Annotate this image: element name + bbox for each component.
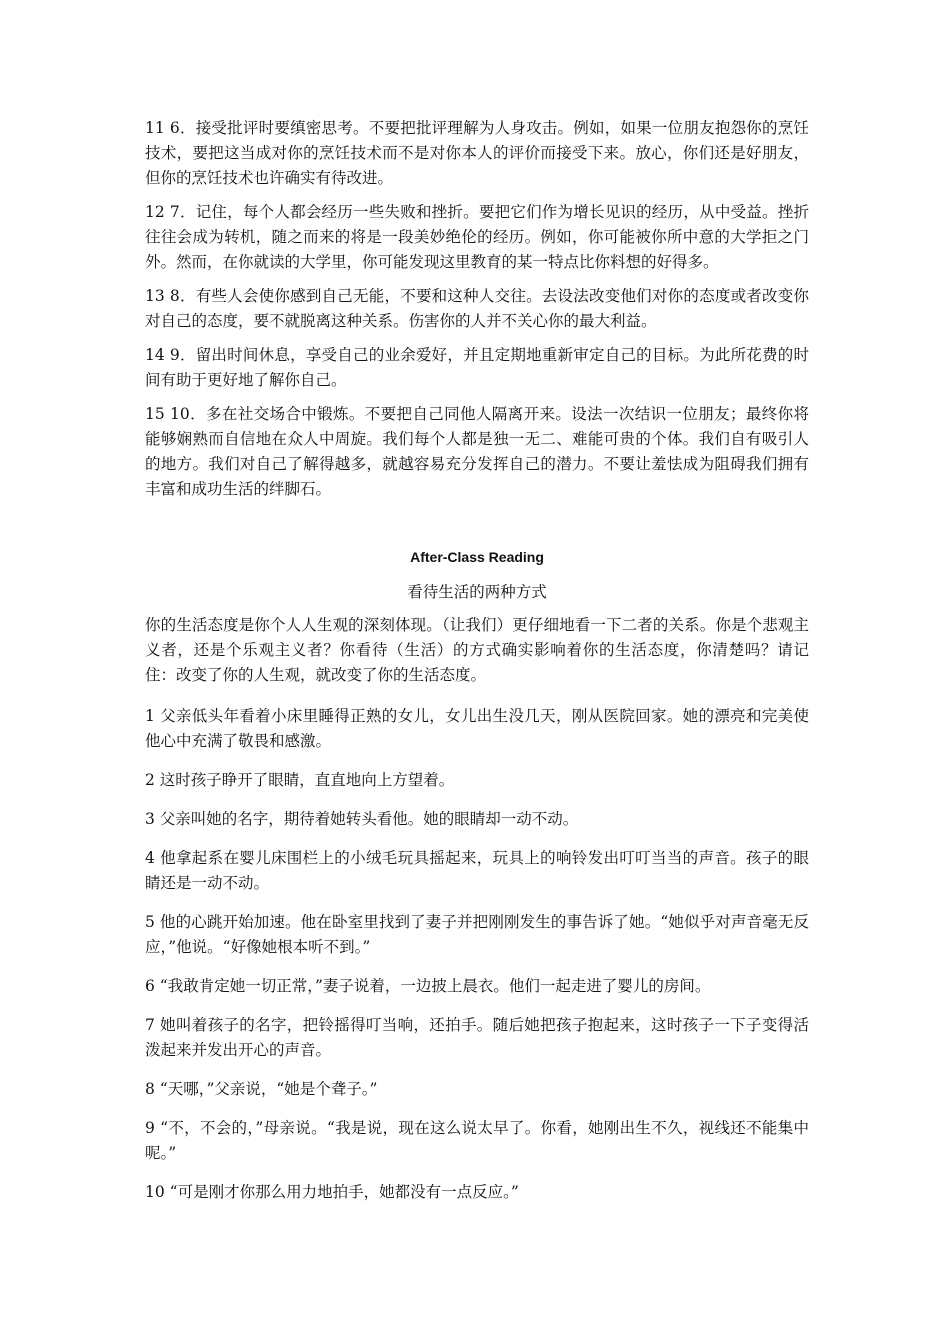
story-paragraph-5: 5 他的心跳开始加速。他在卧室里找到了妻子并把刚刚发生的事告诉了她。“她似乎对声音毫无反应，”他说。“好像她根本听不到。” <box>145 913 809 956</box>
tip-paragraph-15: 15 10．多在社交场合中锻炼。不要把自己同他人隔离开来。设法一次结识一位朋友；最终你将能够娴熟而自信地在众人中周旋。我们每个人都是独一无二、难能可贵的个体。我们自有吸引人的地方。我们对自己了解得越多，就越容易充分发挥自己的潜力。不要让羞怯成为阻碍我们拥有丰富和成功生活的绊脚石。 <box>145 405 809 498</box>
story-paragraph-4: 4 他拿起系在婴儿床围栏上的小绒毛玩具摇起来，玩具上的响铃发出叮叮当当的声音。孩子的眼睛还是一动不动。 <box>145 849 809 892</box>
story-paragraph-10: 10 “可是刚才你那么用力地拍手，她都没有一点反应。” <box>145 1183 519 1201</box>
section-spacer <box>145 511 809 546</box>
story-paragraph-9: 9 “不，不会的，”母亲说。“我是说，现在这么说太早了。你看，她刚出生不久，视线还不能集中呢。” <box>145 1119 809 1162</box>
document-page <box>145 116 809 1219</box>
tip-paragraph-11: 11 6．接受批评时要缜密思考。不要把批评理解为人身攻击。例如，如果一位朋友抱怨你的烹饪技术，要把这当成对你的烹饪技术而不是对你本人的评价而接受下来。放心，你们还是好朋友，但你的烹饪技术也许确实有待改进。 <box>145 119 809 187</box>
tip-paragraph-12: 12 7．记住，每个人都会经历一些失败和挫折。要把它们作为增长见识的经历，从中受益。挫折往往会成为转机，随之而来的将是一段美妙绝伦的经历。例如，你可能被你所中意的大学拒之门外。然而，在你就读的大学里，你可能发现这里教育的某一特点比你料想的好得多。 <box>145 203 809 271</box>
story-paragraph-6: 6 “我敢肯定她一切正常，”妻子说着，一边披上晨衣。他们一起走进了婴儿的房间。 <box>145 977 711 995</box>
story-paragraph-2: 2 这时孩子睁开了眼睛，直直地向上方望着。 <box>145 771 455 789</box>
section-heading: After-Class Reading <box>410 549 544 565</box>
tip-paragraph-13: 13 8．有些人会使你感到自己无能，不要和这种人交往。去设法改变他们对你的态度或者改变你对自己的态度，要不就脱离这种关系。伤害你的人并不关心你的最大利益。 <box>145 287 809 330</box>
reading-title: 看待生活的两种方式 <box>407 583 547 601</box>
reading-intro: 你的生活态度是你个人人生观的深刻体现。（让我们）更仔细地看一下二者的关系。你是个悲观主义者，还是个乐观主义者？你看待（生活）的方式确实影响着你的生活态度，你清楚吗？请记住：改变了你的人生观，就改变了你的生活态度。 <box>145 616 809 684</box>
tip-paragraph-14: 14 9．留出时间休息，享受自己的业余爱好，并且定期地重新审定自己的目标。为此所花费的时间有助于更好地了解你自己。 <box>145 346 809 389</box>
story-paragraph-1: 1 父亲低头年看着小床里睡得正熟的女儿，女儿出生没几天，刚从医院回家。她的漂亮和完美使他心中充满了敬畏和感激。 <box>145 707 809 750</box>
story-paragraph-7: 7 她叫着孩子的名字，把铃摇得叮当响，还拍手。随后她把孩子抱起来，这时孩子一下子变得活泼起来并发出开心的声音。 <box>145 1016 809 1059</box>
story-paragraph-3: 3 父亲叫她的名字，期待着她转头看他。她的眼睛却一动不动。 <box>145 810 579 828</box>
story-paragraph-8: 8 “天哪，”父亲说，“她是个聋子。” <box>145 1080 378 1098</box>
